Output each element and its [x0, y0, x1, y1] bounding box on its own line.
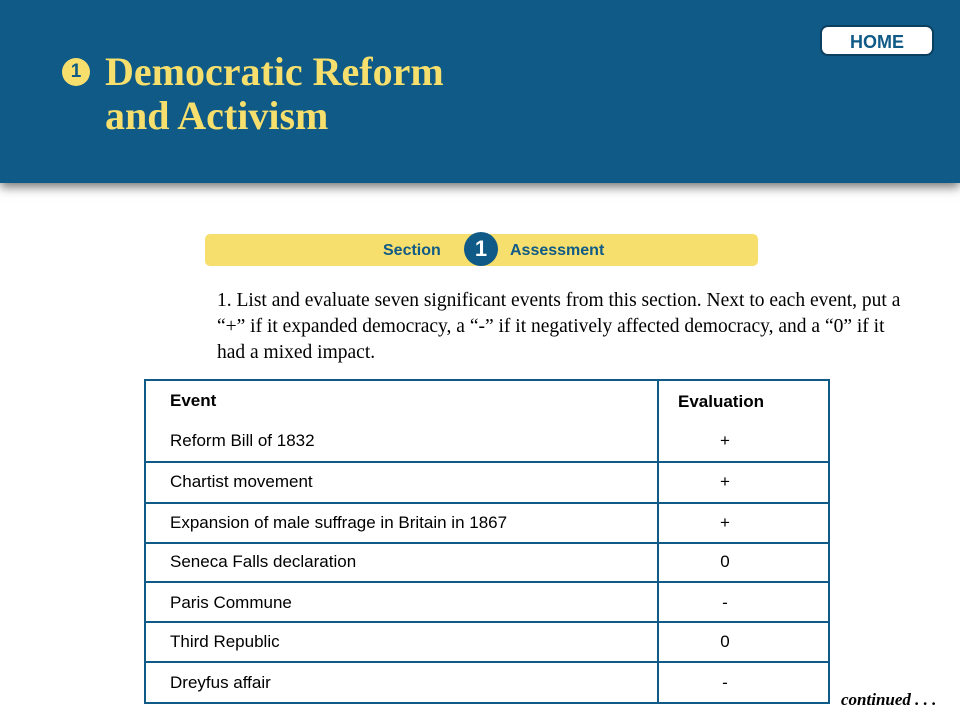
header-banner — [0, 0, 960, 183]
evaluation-cell: 0 — [720, 632, 730, 651]
question-text: 1. List and evaluate seven significant events from this section. Next to each event, put a “+” if it expanded democracy, a “-” if it negatively affected democracy, and a “0” if it had a mixed impact. — [217, 290, 901, 363]
title-line-1: Democratic Reform — [105, 49, 444, 94]
table-row — [146, 622, 828, 662]
evaluation-cell: - — [722, 593, 728, 612]
event-cell: Paris Commune — [170, 593, 292, 612]
section-number-circle: 1 — [464, 232, 498, 266]
evaluation-cell: + — [720, 513, 730, 532]
table-row — [146, 542, 828, 582]
home-button[interactable]: HOME — [820, 25, 934, 56]
section-label: Section — [383, 242, 441, 259]
event-cell: Seneca Falls declaration — [170, 552, 357, 571]
table-row — [146, 583, 828, 623]
title-line-2: and Activism — [105, 93, 329, 138]
table-row — [146, 462, 828, 502]
event-cell: Reform Bill of 1832 — [170, 431, 315, 450]
table-header-row — [146, 381, 828, 421]
assessment-label: Assessment — [510, 242, 605, 259]
event-cell: Dreyfus affair — [170, 673, 271, 692]
evaluation-cell: + — [720, 472, 730, 491]
evaluation-cell: 0 — [720, 552, 730, 571]
section-number-badge: 1 — [62, 58, 90, 86]
evaluation-cell: - — [722, 673, 728, 692]
header-event: Event — [170, 391, 217, 410]
evaluation-cell: + — [720, 431, 730, 450]
event-cell: Third Republic — [170, 632, 280, 651]
header-evaluation: Evaluation — [678, 392, 764, 411]
table-row — [146, 421, 828, 461]
event-cell: Chartist movement — [170, 472, 313, 491]
evaluation-table — [144, 379, 830, 704]
event-cell: Expansion of male suffrage in Britain in 1867 — [170, 513, 508, 532]
continued-link[interactable]: continued . . . — [841, 690, 937, 709]
page-title — [105, 50, 444, 138]
table-row — [146, 503, 828, 543]
table-row — [146, 663, 828, 703]
